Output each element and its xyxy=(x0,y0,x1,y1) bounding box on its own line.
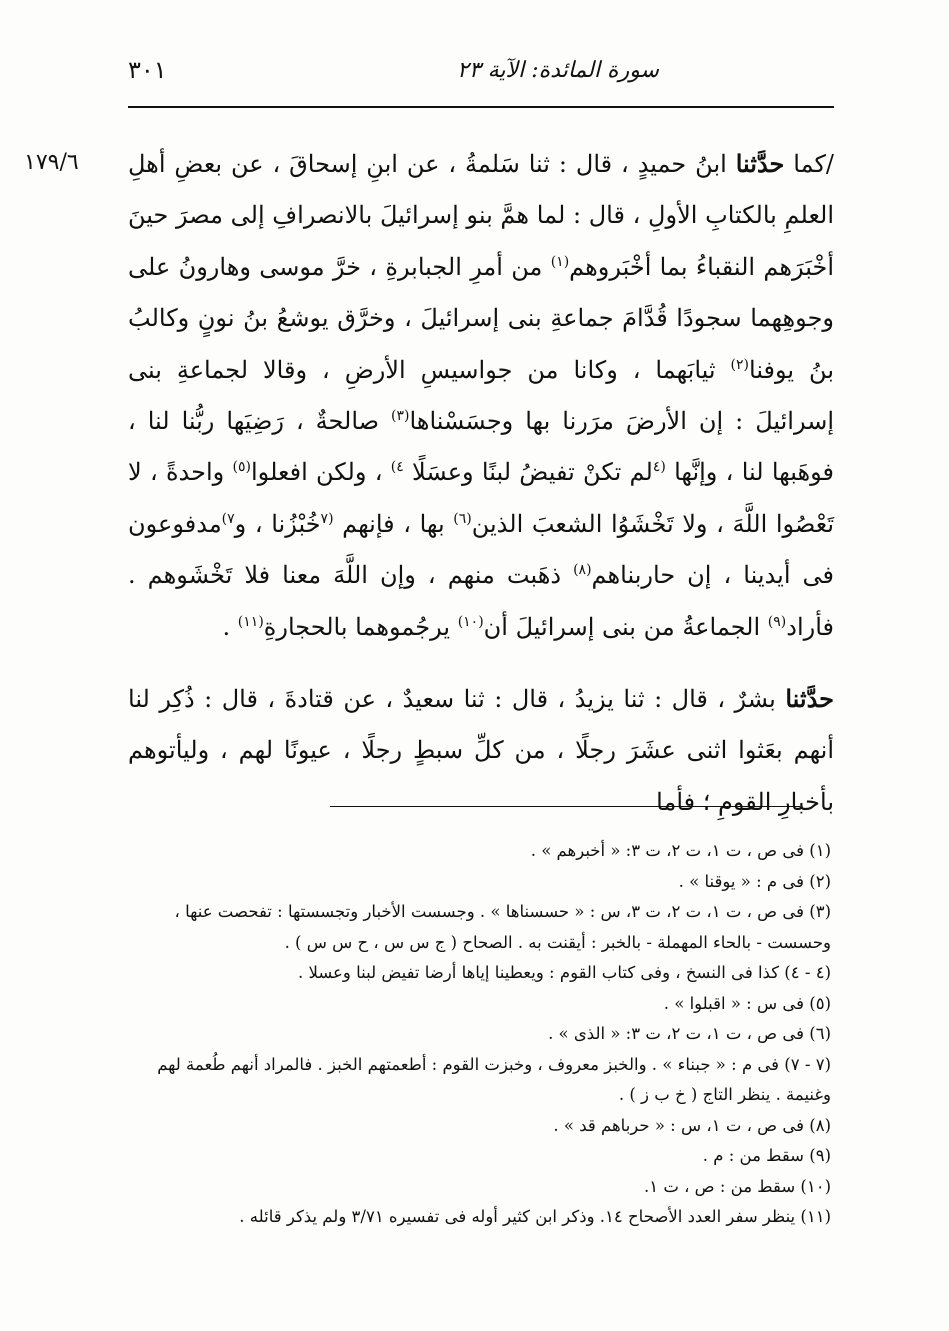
footnote-marker: (١١) xyxy=(237,613,264,630)
footnote-marker: (٣) xyxy=(391,408,410,425)
footnote-marker: (٨) xyxy=(573,562,592,579)
footnote-4: (٤ - ٤) كذا فى النسخ ، وفى كتاب القوم : ويعطينا إياها أرضا تفيض لبنا وعسلا . xyxy=(298,963,831,982)
hadith-opening: حدَّثنا xyxy=(735,149,785,178)
margin-reference: ١٧٩/٦ xyxy=(24,150,79,175)
footnote-divider xyxy=(330,806,800,807)
running-header xyxy=(128,50,834,102)
footnote-1: (١) فى ص ، ت ١، ت ٢، ت ٣: « أخبرهم » . xyxy=(530,841,831,860)
page-number: ٣٠١ xyxy=(128,56,167,84)
footnote-marker: (٩) xyxy=(767,613,787,630)
paragraph-2: حدَّثنا بشرٌ ، قال : ثنا يزيدُ ، قال : ثنا سعيدٌ ، عن قتادةَ ، قال : ذُكِر لنا أنهم بعَثوا اثنى عشَرَ رجلًا ، من كلِّ سبطٍ رجلًا ، عيونًا لهم ، وليأتوهم بأخبارِ القومِ ؛ فأما xyxy=(128,684,834,816)
paragraph-1: /كما حدَّثنا ابنُ حميدٍ ، قال : ثنا سَلمةُ ، عن ابنِ إسحاقَ ، عن بعضِ أهلِ العلمِ بالكتابِ الأولِ ، قال : لما همَّ بنو إسرائيلَ بالانصرافِ إلى مصرَ حينَ أخْبَرَهم النقباءُ بما أخْبَروهم$^{(١)}$ من أمرِ الجبابرةِ ، خرَّ موسى وهارونُ على وجوهِهما سجودًا قُدَّامَ جماعةِ بنى إسرائيلَ ، وخرَّق يوشعُ بنُ نونٍ وكالبُ بنُ يوفنا$^{(٢)}$ ثيابَهما ، وكانا من جواسيسِ الأرضِ ، وقالا لجماعةِ بنى إسرائيلَ : إن الأرضَ مرَرنا بها وجسَسْناها$^{(٣)}$ صالحةٌ ، رَضِيَها ربُّنا لنا ، فوهَبها لنا ، وإنَّها $^{(٤}$لم تكنْ تفيضُ لبنًا وعسَلًا $^{٤)}$ ، ولكن افعلوا$^{(٥)}$ واحدةً ، لا تَعْصُوا اللَّهَ ، ولا تَخْشَوُا الشعبَ الذين$^{(٦)}$ بها ، فإنهم $^{(٧}$خُبْزُنا ، و$^{٧)}$مدفوعون فى أيدينا ، إن حاربناهم$^{(٨)}$ ذهَبت منهم ، وإن اللَّهَ معنا فلا تَخْشَوهم . فأراد$^{(٩)}$ الجماعةُ من بنى إسرائيلَ أن$^{(١٠)}$ يرجُموهما بالحجارةِ$^{(١١)}$ . xyxy=(128,149,835,641)
footnote-marker: (١) xyxy=(550,253,570,270)
footnote-5: (٥) فى س : « اقبلوا » . xyxy=(663,993,831,1013)
footnote-marker: (٥) xyxy=(232,459,251,476)
main-text xyxy=(128,138,834,828)
footnote-marker: (١٠) xyxy=(457,613,484,630)
footnote-marker: (٤ xyxy=(652,459,666,476)
footnote-7: (٧ - ٧) فى م : « جبناء » . والخبز معروف ، وخبزت القوم : أطعمتهم الخبز . فالمراد أنهم طُعمة لهم وغنيمة . ينظر التاج ( خ ب ز ) . xyxy=(157,1054,831,1104)
hadith-opening: حدَّثنا xyxy=(785,684,834,714)
footnote-8: (٨) فى ص ، ت ١، س : « حرباهم قد » . xyxy=(553,1115,831,1135)
footnote-3: (٣) فى ص ، ت ١، ت ٢، ت ٣، س : « حسسناها » . وجسست الأخبار وتجسستها : تفحصت عنها ، وحسست - بالحاء المهملة - بالخبر : أيقنت به . الصحاح ( ج س س ، ح س س ) . xyxy=(174,902,831,952)
footnote-marker: (٢) xyxy=(730,356,749,373)
running-title: سورة المائدة: الآية ٢٣ xyxy=(457,58,659,83)
footnote-marker: ٤) xyxy=(390,459,404,476)
footnote-6: (٦) فى ص ، ت ١، ت ٢، ت ٣: « الذى » . xyxy=(548,1024,831,1043)
footnote-10: (١٠) سقط من : ص ، ت ١. xyxy=(643,1176,831,1196)
footnote-9: (٩) سقط من : م . xyxy=(702,1146,831,1165)
footnote-marker: (٦) xyxy=(453,510,472,527)
footnotes xyxy=(128,836,831,1233)
footnote-2: (٢) فى م : « يوقنا » . xyxy=(678,871,831,891)
footnote-11: (١١) ينظر سفر العدد الأصحاح ١٤. وذكر ابن كثير أوله فى تفسيره ٣/٧١ ولم يذكر قائله . xyxy=(239,1207,831,1226)
footnote-marker: ٧) xyxy=(221,510,235,527)
header-divider xyxy=(128,106,834,108)
footnote-marker: (٧ xyxy=(320,510,334,527)
